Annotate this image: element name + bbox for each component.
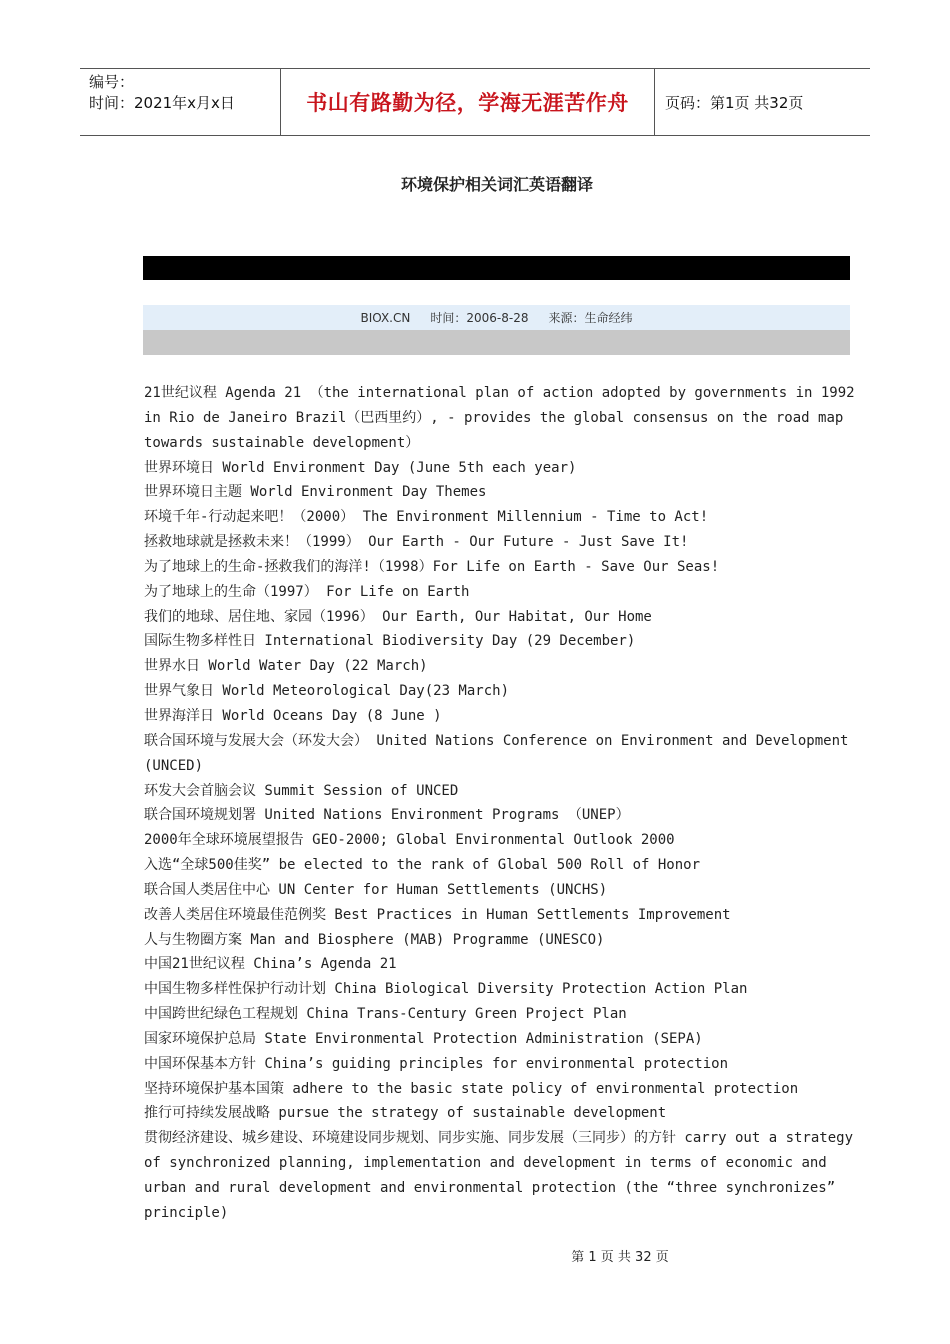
publish-time: 时间：2006-8-28 (430, 311, 529, 325)
list-item: 联合国环境与发展大会（环发大会） United Nations Conference on Environment and Development (UNCED) (144, 732, 857, 774)
black-banner (143, 256, 850, 280)
list-item: 改善人类居住环境最佳范例奖 Best Practices in Human Settlements Improvement (144, 906, 731, 923)
header-page-info: 页码：第1页 共32页 (665, 93, 804, 112)
list-item: 中国生物多样性保护行动计划 China Biological Diversity Protection Action Plan (144, 981, 748, 998)
document-title: 环境保护相关词汇英语翻译 (400, 175, 593, 194)
site-name: BIOX.CN (360, 310, 411, 325)
list-item: 为了地球上的生命（1997） For Life on Earth (144, 583, 470, 600)
list-item: 2000年全球环境展望报告 GEO-2000; Global Environmental Outlook 2000 (144, 832, 675, 849)
page-footer: 第 1 页 共 32 页 (571, 1250, 669, 1265)
list-item: 中国跨世纪绿色工程规划 China Trans-Century Green Project Plan (144, 1006, 627, 1023)
list-item: 国际生物多样性日 International Biodiversity Day (29 December) (144, 633, 636, 650)
list-item: 世界环境日主题 World Environment Day Themes (144, 484, 487, 501)
page-header (80, 68, 870, 136)
list-item: 拯救地球就是拯救未来！（1999） Our Earth - Our Future - Just Save It! (144, 534, 689, 551)
gray-divider-bar (143, 330, 850, 355)
vocabulary-list (144, 381, 864, 1226)
list-item: 世界环境日 World Environment Day (June 5th each year) (144, 459, 577, 476)
list-item: 我们的地球、居住地、家园（1996） Our Earth, Our Habitat, Our Home (144, 608, 652, 625)
list-item: 21世纪议程 Agenda 21 （the international plan of action adopted by governments in 1992 in Rio de Janeiro Brazil（巴西里约）, - provides the global consensus on the road map towards sustainable development） (144, 385, 864, 451)
list-item: 世界海洋日 World Oceans Day (8 June ) (144, 707, 442, 724)
list-item: 为了地球上的生命-拯救我们的海洋!（1998）For Life on Earth - Save Our Seas! (144, 558, 720, 575)
header-motto: 书山有路勤为径，学海无涯苦作舟 (281, 69, 655, 135)
list-item: 入选“全球500佳奖” be elected to the rank of Global 500 Roll of Honor (144, 857, 701, 874)
date-label: 时间：2021年x月x日 (89, 94, 235, 112)
list-item: 中国21世纪议程 China’s Agenda 21 (144, 956, 397, 973)
list-item: 国家环境保护总局 State Environmental Protection Administration (SEPA) (144, 1030, 703, 1047)
list-item: 人与生物圈方案 Man and Biosphere (MAB) Programme (UNESCO) (144, 931, 605, 948)
list-item: 环境千年-行动起来吧！（2000） The Environment Millennium - Time to Act! (144, 509, 709, 526)
list-item: 世界水日 World Water Day (22 March) (144, 658, 428, 675)
list-item: 联合国环境规划署 United Nations Environment Programs （UNEP） (144, 807, 630, 824)
list-item: 联合国人类居住中心 UN Center for Human Settlements (UNCHS) (144, 881, 608, 898)
list-item: 推行可持续发展战略 pursue the strategy of sustainable development (144, 1105, 667, 1122)
list-item: 环发大会首脑会议 Summit Session of UNCED (144, 782, 459, 799)
list-item: 贯彻经济建设、城乡建设、环境建设同步规划、同步实施、同步发展（三同步）的方针 carry out a strategy of synchronized planning, implementation and development in terms of economic and urban and rural development and environmental protection (the “three synchronizes” principle) (144, 1130, 862, 1221)
list-item: 坚持环境保护基本国策 adhere to the basic state policy of environmental protection (144, 1080, 799, 1097)
header-meta (80, 69, 281, 135)
article-info-bar (143, 305, 850, 330)
number-label: 编号： (89, 73, 135, 91)
source-label: 来源：生命经纬 (548, 311, 633, 325)
list-item: 世界气象日 World Meteorological Day(23 March) (144, 683, 510, 700)
list-item: 中国环保基本方针 China’s guiding principles for environmental protection (144, 1055, 729, 1072)
